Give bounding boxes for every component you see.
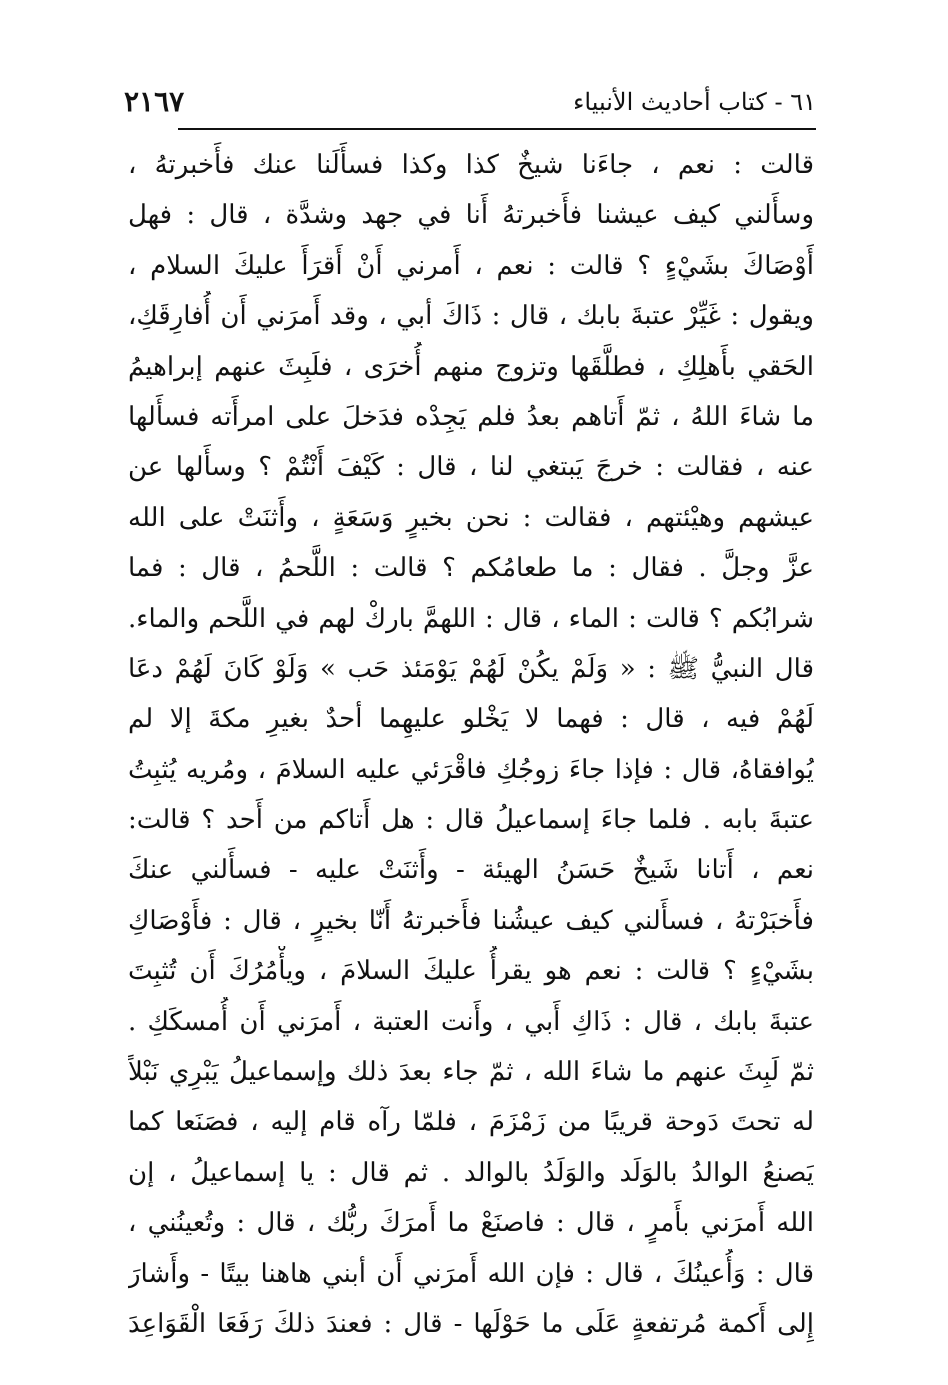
running-title: ٦١ - كتاب أحاديث الأنبياء: [573, 88, 816, 116]
text-line: يُوافقاهُ، قال : فإذا جاءَ زوجُكِ فاقْرَئي عليه السلامَ ، ومُريه يُثبِتُ: [128, 754, 814, 785]
text-line: عتبةَ بابك ، قال : ذَاكِ أَبي ، وأَنت العتبة ، أَمرَني أَن أُمسكَكِ .: [128, 1006, 814, 1037]
text-line: نعم ، أَتانا شَيخٌ حَسَنُ الهيئة - وأَثنَتْ عليه - فسأَلني عنكَ: [128, 855, 814, 886]
text-line: قال النبيُّ ﷺ : « وَلَمْ يكُنْ لَهُمْ يَوْمَئذ حَب » وَلَوْ كَانَ لَهُمْ دعَا: [128, 653, 814, 684]
text-line: الحَقي بأَهلِكِ ، فطلَّقَها وتزوج منهم أُخرَى ، فلَبِثَ عنهم إبراهيمُ: [128, 351, 814, 382]
text-line: عتبةَ بابه . فلما جاءَ إسماعيلُ قال : هل أَتاكم من أَحد ؟ قالت:: [128, 805, 814, 836]
text-line: قالت : نعم ، جاءَنا شيخٌ كذا وكذا فسأَلَنا عنك فأَخبرتهُ ،: [128, 150, 814, 180]
text-line: عزَّ وجلَّ . فقال : ما طعامُكم ؟ قالت : اللَّحمُ ، قال : فما: [128, 553, 814, 584]
text-line: له تحتَ دَوحة قريبًا من زَمْزَمَ ، فلمّا رآه قام إليه ، فصَنَعا كما: [128, 1107, 814, 1138]
text-line: فأَخبَرْتهُ ، فسأَلني كيف عيشُنا فأَخبرتهُ أَنّا بخيرٍ ، قال : فأَوْصَاكِ: [128, 905, 814, 936]
text-line: أَوْصَاكَ بشَيْءٍ ؟ قالت : نعم ، أَمرني أَنْ أَقرَأَ عليكَ السلام ،: [128, 250, 814, 281]
text-line: وسأَلني كيف عيشنا فأَخبرتهُ أَنا في جهد وشدَّة ، قال : فهل: [128, 200, 814, 231]
text-line: لَهُمْ فيه ، قال : فهما لا يَخْلو عليهِما أحدٌ بغيرِ مكةَ إلا لم: [128, 704, 814, 735]
text-line: ويقول : غَيِّرْ عتبةَ بابك ، قال : ذَاكَ أبي ، وقد أَمرَني أَن أُفارِقَكِ،: [128, 301, 814, 332]
text-line: ما شاءَ اللهُ ، ثمّ أَتاهم بعدُ فلم يَجِدْه فدَخلَ على امرأَته فسأَلها: [128, 401, 814, 432]
text-line: عنه ، فقالت : خرجَ يَبتغي لنا ، قال : كَيْفَ أَنْتُمْ ؟ وسأَلها عن: [128, 452, 814, 483]
text-line: بشَيْءٍ ؟ قالت : نعم هو يقرأُ عليكَ السلامَ ، ويأْمُرُكَ أَن تُثبِتَ: [128, 956, 814, 987]
text-line: ثمّ لَبِثَ عنهم ما شاءَ الله ، ثمّ جاء بعدَ ذلك وإسماعيلُ يَبْرِي نَبْلاً: [128, 1057, 814, 1088]
page-header: [118, 82, 816, 122]
header-divider: [178, 128, 816, 130]
text-line: يَصنعُ الوالدُ بالوَلَد والوَلَدُ بالوالد . ثم قال : يا إسماعيلُ ، إن: [128, 1157, 814, 1188]
text-line: شرابُكم ؟ قالت : الماء ، قال : اللهمَّ باركْ لهم في اللَّحم والماء.: [128, 603, 814, 634]
text-line: قال : وَأُعينُكَ ، قال : فإن الله أَمرَني أَن أبني هاهنا بيتًا - وأَشارَ: [128, 1258, 814, 1289]
text-line: عيشهم وهيْئتهم ، فقالت : نحن بخيرٍ وَسَعَةٍ ، وأَثنَتْ على الله: [128, 502, 814, 533]
text-line: إِلى أَكمة مُرتفعةٍ عَلَى ما حَوْلَها - قال : فعندَ ذلكَ رَفَعَا الْقَوَاعِدَ: [128, 1308, 814, 1339]
text-line: الله أَمرَني بأَمرٍ ، قال : فاصنَعْ ما أَمرَكَ ربُّك ، قال : وتُعينُني ،: [128, 1208, 814, 1239]
page-number: ٢١٦٧: [124, 85, 185, 118]
main-text: [128, 140, 814, 1349]
